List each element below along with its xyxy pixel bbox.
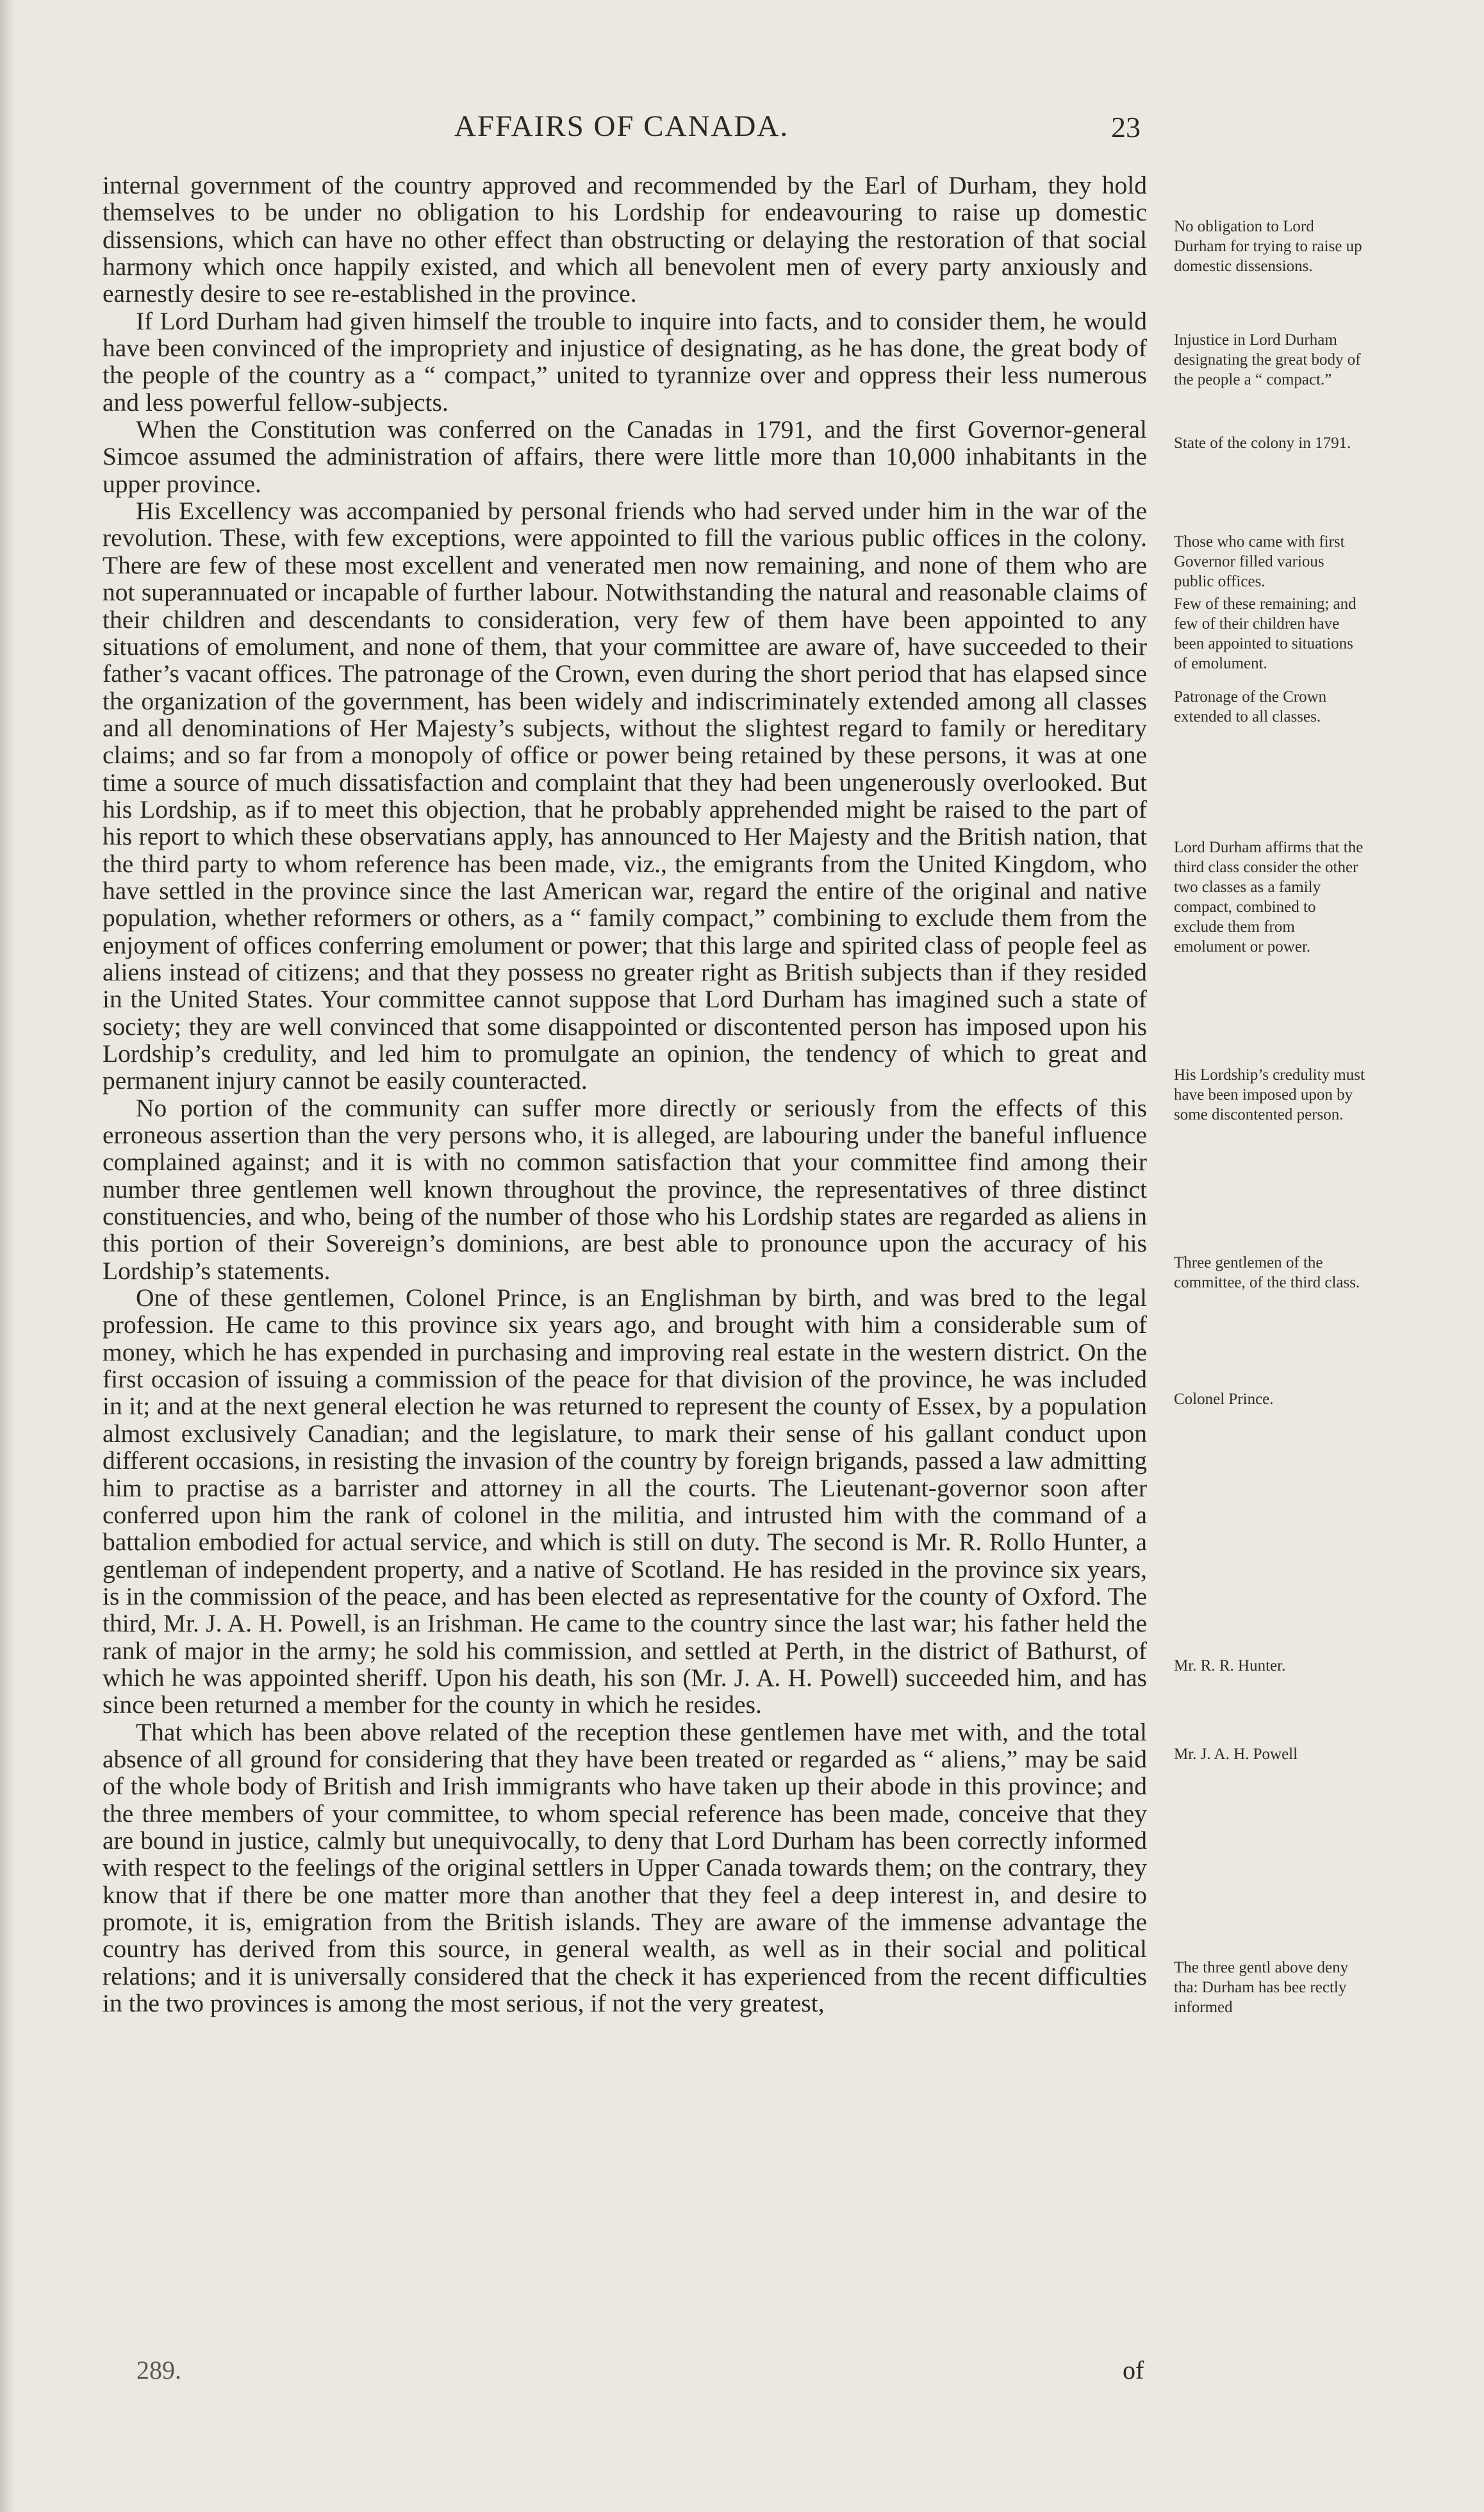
margin-note: Colonel Prince. (1174, 1391, 1274, 1408)
margin-note: His Lordship’s credulity must have been imposed upon by some discontented person. (1174, 1066, 1365, 1123)
paragraph: internal government of the country approved and recommended by the Earl of Durham, they hold themselves to be under no obligation to his Lordship for endeavouring to raise up domestic dissensions, which can have no other effect than obstructing or delaying the restoration of that social harmony which once happily existed, and which all benevolent men of every party anxiously and earnestly desire to see re-established in the province. (103, 171, 1147, 308)
catchword: of (1123, 2356, 1144, 2384)
body-text (103, 172, 1147, 2017)
paragraph: When the Constitution was conferred on the Canadas in 1791, and the first Governor-general Simcoe assumed the administration of affairs, there were little more than 10,000 inhabitants in the upper province. (103, 415, 1147, 498)
paragraph: No portion of the community can suffer more directly or seriously from the effects of this erroneous assertion than the very persons who, it is alleged, are labouring under the baneful influence complained against; and it is with no common satisfaction that your committee find among their number three gentlemen well known throughout the province, the representatives of three distinct constituencies, and who, being of the number of those who his Lordship states are regarded as aliens in this portion of their Sovereign’s dominions, are best able to pronounce upon the accuracy of his Lordship’s statements. (103, 1093, 1147, 1285)
page-edge-shadow (0, 0, 14, 2512)
paragraph: His Excellency was accompanied by personal friends who had served under him in the war of the revolution. These, with few exceptions, were appointed to fill the various public offices in the colony. There are few of these most excellent and venerated men now remaining, and none of them who are not superannuated or incapable of further labour. Notwithstanding the natural and reasonable claims of their children and descendants to consideration, very few of them have been appointed to any situations of emolument, and none of them, that your committee are aware of, have succeeded to their father’s vacant offices. The patronage of the Crown, even during the short period that has elapsed since the organization of the government, has been widely and indiscriminately extended among all classes and all denominations of Her Majesty’s subjects, without the slightest regard to family or hereditary claims; and so far from a monopoly of office or power being retained by these persons, it was at one time a source of much dissatisfaction and complaint that they had been ungenerously overlooked. But his Lordship, as if to meet this objection, that he probably apprehended might be raised to the part of his report to which these observatians apply, has announced to Her Majesty and the British nation, that the third party to whom reference has been made, viz., the emigrants from the United Kingdom, who have settled in the province since the last American war, regard the entire of the original and native population, whether reformers or others, as a “ family compact,” combining to exclude them from the enjoyment of offices conferring emolument or power; that this large and spirited class of people feel as aliens instead of citizens; and that they possess no greater right as British subjects than if they resided in the United States. Your committee cannot suppose that Lord Durham has imagined such a state of society; they are well convinced that some disappointed or discontented person has imposed upon his Lordship’s credulity, and led him to promulgate an opinion, the tendency of which to great and permanent injury cannot be easily counteracted. (103, 497, 1147, 1095)
margin-note: No obligation to Lord Durham for trying to raise up domestic dissensions. (1174, 218, 1362, 275)
page-header (103, 109, 1141, 147)
margin-note: Few of these remaining; and few of their children have been appointed to situations of emolument. (1174, 595, 1356, 672)
paragraph: If Lord Durham had given himself the trouble to inquire into facts, and to consider them, he would have been convinced of the impropriety and injustice of designating, as he has done, the great body of the people of the country as a “ compact,” united to tyrannize over and oppress their less numerous and less powerful fellow-subjects. (103, 306, 1147, 417)
running-title: AFFAIRS OF CANADA. (454, 110, 789, 143)
page-number: 23 (1111, 111, 1141, 144)
margin-note: Patronage of the Crown extended to all classes. (1174, 688, 1327, 725)
signature-mark: 289. (136, 2356, 181, 2384)
margin-note: Three gentlemen of the committee, of the third class. (1174, 1254, 1360, 1291)
margin-note: State of the colony in 1791. (1174, 434, 1351, 452)
margin-note: Mr. J. A. H. Powell (1174, 1746, 1298, 1763)
paragraph: One of these gentlemen, Colonel Prince, is an Englishman by birth, and was bred to the legal profession. He came to this province six years ago, and brought with him a considerable sum of money, which he has expended in purchasing and improving real estate in the western district. On the first occasion of issuing a commission of the peace for that division of the province, he was included in it; and at the next general election he was returned to represent the county of Essex, by a population almost exclusively Canadian; and the legislature, to mark their sense of his gallant conduct upon different occasions, in resisting the invasion of the country by foreign brigands, passed a law admitting him to practise as a barrister and attorney in all the courts. The Lieutenant-governor soon after conferred upon him the rank of colonel in the militia, and intrusted him with the command of a battalion embodied for actual service, and which is still on duty. The second is Mr. R. Rollo Hunter, a gentleman of independent property, and a native of Scotland. He has resided in the province six years, is in the commission of the peace, and has been elected as representative for the county of Oxford. The third, Mr. J. A. H. Powell, is an Irishman. He came to the country since the last war; his father held the rank of major in the army; he sold his commission, and settled at Perth, in the district of Bathurst, of which he was appointed sheriff. Upon his death, his son (Mr. J. A. H. Powell) succeeded him, and has since been returned a member for the county in which he resides. (103, 1284, 1147, 1719)
margin-note: Mr. R. R. Hunter. (1174, 1657, 1286, 1674)
margin-note: Those who came with first Governor filled various public offices. (1174, 533, 1345, 590)
paragraph: That which has been above related of the reception these gentlemen have met with, and the total absence of all ground for considering that they have been treated or regarded as “ aliens,” may be said of the whole body of British and Irish immigrants who have taken up their abode in this province; and the three members of your committee, to whom special reference has been made, conceive that they are bound in justice, calmly but unequivocally, to deny that Lord Durham has been correctly informed with respect to the feelings of the original settlers in Upper Canada towards them; on the contrary, they know that if there be one matter more than another that they feel a deep interest in, and desire to promote, it is, emigration from the British islands. They are aware of the immense advantage the country has derived from this source, in general wealth, as well as in their social and political relations; and it is universally considered that the check it has experienced from the recent difficulties in the two provinces is among the most serious, if not the very greatest, (103, 1717, 1147, 2018)
margin-note: Lord Durham affirms that the third class consider the other two classes as a family compact, combined to exclude them from emolument or power. (1174, 839, 1364, 955)
margin-note: Injustice in Lord Durham designating the great body of the people a “ compact.” (1174, 331, 1361, 388)
margin-note: The three gentl above deny tha: Durham has bee rectly informed (1174, 1959, 1349, 2016)
